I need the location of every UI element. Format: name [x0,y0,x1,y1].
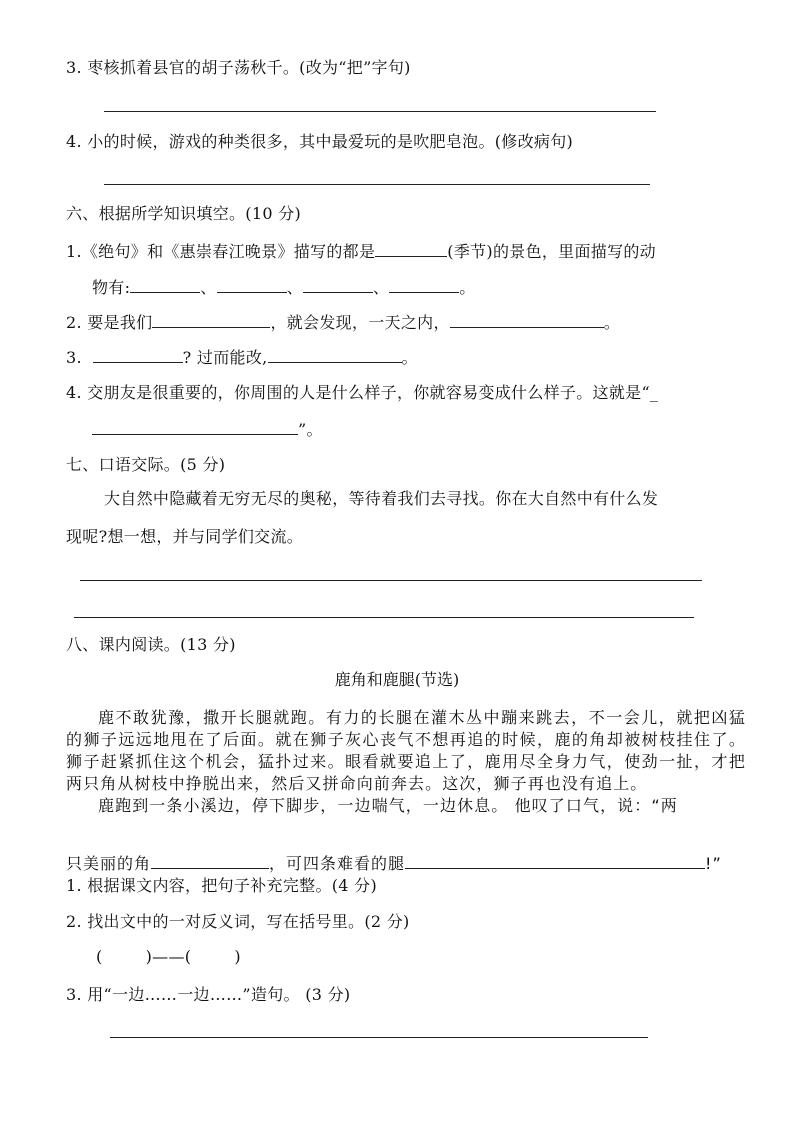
blank-animal-4[interactable] [389,277,459,293]
period: 。 [401,348,418,367]
answer-line-5-3[interactable] [104,111,656,112]
reading-passage [66,707,746,817]
question-6-4: 4. 交朋友是很重要的，你周围的人是什么样子，你就容易变成什么样子。这就是“_ [66,383,659,402]
blank-6-2-b[interactable] [450,312,604,328]
question-6-1-text-c: 物有: [92,278,131,297]
question-6-1-text-b: (季节)的景色，里面描写的动 [447,242,656,261]
passage-paragraph-2: 鹿跑到一条小溪边，停下脚步，一边喘气，一边休息。 他叹了口气，说：“两 [98,796,678,815]
section-8-heading: 八、课内阅读。(13 分) [66,635,236,654]
question-6-3-text-b: ? 过而能改, [182,348,268,367]
answer-line-8-3[interactable] [110,1037,648,1038]
section-7-heading: 七、口语交际。(5 分) [66,455,226,474]
passage-text-d: !” [705,854,722,873]
section-7-prompt-line1: 大自然中隐藏着无穷无尽的奥秘，等待着我们去寻找。你在大自然中有什么发 [104,489,659,508]
passage-text-b: 只美丽的角 [66,854,152,873]
blank-8-antler[interactable] [151,853,269,869]
blank-animal-1[interactable] [130,277,200,293]
answer-line-5-4[interactable] [104,184,650,185]
antonym-brackets[interactable]: ( )——( ) [96,947,241,966]
question-6-1-line1 [66,241,656,262]
section-6-heading: 六、根据所学知识填空。(10 分) [66,204,302,223]
question-5-3: 3. 枣核抓着县官的胡子荡秋千。(改为“把”字句) [66,58,411,77]
question-6-2-text-a: 2. 要是我们 [66,313,153,332]
passage-paragraph-2-cont [66,853,722,874]
question-8-3: 3. 用“一边……一边……”造句。 (3 分) [66,985,351,1004]
blank-6-3-b[interactable] [268,347,402,363]
blank-6-2-a[interactable] [152,312,270,328]
period: 。 [459,278,476,297]
blank-animal-2[interactable] [217,277,287,293]
question-6-1-line2 [92,277,476,298]
blank-8-legs[interactable] [405,853,705,869]
blank-6-4[interactable] [92,419,298,435]
answer-line-7-2[interactable] [74,617,694,618]
blank-animal-3[interactable] [303,277,373,293]
passage-title: 鹿角和鹿腿(节选) [334,670,460,689]
separator: 、 [286,278,303,297]
question-6-3-text-a: 3. [66,348,82,367]
question-6-2 [66,312,620,333]
question-6-3 [66,347,418,368]
question-6-1-text-a: 1.《绝句》和《惠崇春江晚景》描写的都是 [66,242,376,261]
separator: 、 [200,278,217,297]
question-6-2-text-b: ，就会发现，一天之内， [270,313,450,332]
question-5-4: 4. 小的时候，游戏的种类很多，其中最爱玩的是吹肥皂泡。(修改病句) [66,132,574,151]
period: 。 [603,313,621,332]
section-7-prompt-line2: 现呢?想一想，并与同学们交流。 [66,527,304,546]
question-6-4-line2 [92,419,323,440]
passage-paragraph-1: 鹿不敢犹豫，撒开长腿就跑。有力的长腿在灌木丛中蹦来跳去，不一会儿，就把凶猛的狮子远远地甩在了后面。就在狮子灰心丧气不想再追的时候，鹿的角却被树枝挂住了。狮子赶紧抓住这个机会，猛扑过来。眼看就要追上了，鹿用尽全身力气，使劲一扯，才把两只角从树枝中挣脱出来，然后又拼命向前奔去。这次，狮子再也没有追上。 [66,708,746,793]
question-8-1: 1. 根据课文内容，把句子补充完整。(4 分) [66,876,378,895]
question-6-4-end: ”。 [298,420,323,439]
question-8-2: 2. 找出文中的一对反义词，写在括号里。(2 分) [66,912,410,931]
answer-line-7-1[interactable] [80,580,702,581]
blank-season[interactable] [375,241,447,257]
blank-6-3-a[interactable] [93,347,183,363]
passage-text-c: ，可四条难看的腿 [269,854,406,873]
separator: 、 [372,278,390,297]
